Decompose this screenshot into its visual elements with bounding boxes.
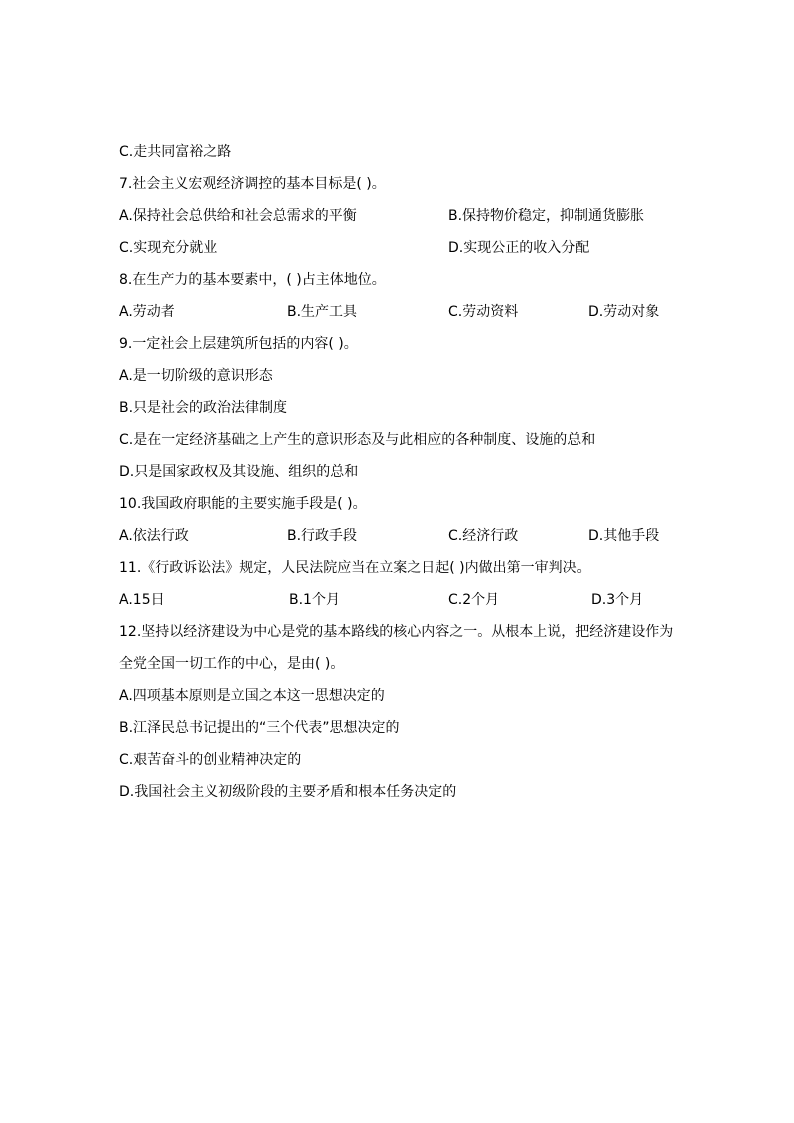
option-line: B.江泽民总书记提出的“三个代表”思想决定的	[119, 720, 400, 736]
option-d: D.劳动对象	[588, 304, 660, 320]
question-12-continued: 全党全国一切工作的中心，是由( )。	[119, 656, 345, 672]
option-d: D.3个月	[591, 592, 644, 608]
option-line: B.只是社会的政治法律制度	[119, 400, 288, 416]
option-b: B.生产工具	[287, 304, 358, 320]
option-line: D.我国社会主义初级阶段的主要矛盾和根本任务决定的	[119, 784, 457, 800]
question-7: 7.社会主义宏观经济调控的基本目标是( )。	[119, 176, 386, 192]
question-8: 8.在生产力的基本要素中，( )占主体地位。	[119, 272, 386, 288]
option-c: C.2个月	[448, 592, 500, 608]
question-11: 11.《行政诉讼法》规定，人民法院应当在立案之日起( )内做出第一审判决。	[119, 560, 591, 576]
options-row	[119, 589, 699, 611]
option-a: A.依法行政	[119, 528, 189, 544]
question-12: 12.坚持以经济建设为中心是党的基本路线的核心内容之一。从根本上说，把经济建设作为	[119, 624, 674, 640]
question-10: 10.我国政府职能的主要实施手段是( )。	[119, 496, 367, 512]
option-line: A.是一切阶级的意识形态	[119, 368, 273, 384]
option-line: C.是在一定经济基础之上产生的意识形态及与此相应的各种制度、设施的总和	[119, 432, 596, 448]
option-b: B.保持物价稳定，抑制通货膨胀	[448, 208, 645, 224]
option-line: C.艰苦奋斗的创业精神决定的	[119, 752, 302, 768]
options-row	[119, 205, 699, 227]
option-line: D.只是国家政权及其设施、组织的总和	[119, 464, 359, 480]
option-b: B.行政手段	[287, 528, 358, 544]
option-line: C.走共同富裕之路	[119, 144, 232, 160]
option-b: B.1个月	[289, 592, 340, 608]
option-d: D.实现公正的收入分配	[448, 240, 590, 256]
option-c: C.经济行政	[448, 528, 519, 544]
option-a: A.保持社会总供给和社会总需求的平衡	[119, 208, 357, 224]
option-d: D.其他手段	[588, 528, 660, 544]
options-row	[119, 525, 699, 547]
option-c: C.劳动资料	[448, 304, 519, 320]
options-row	[119, 237, 699, 259]
option-a: A.15日	[119, 592, 165, 608]
option-c: C.实现充分就业	[119, 240, 218, 256]
question-9: 9.一定社会上层建筑所包括的内容( )。	[119, 336, 358, 352]
options-row	[119, 301, 699, 323]
option-a: A.劳动者	[119, 304, 175, 320]
option-line: A.四项基本原则是立国之本这一思想决定的	[119, 688, 385, 704]
